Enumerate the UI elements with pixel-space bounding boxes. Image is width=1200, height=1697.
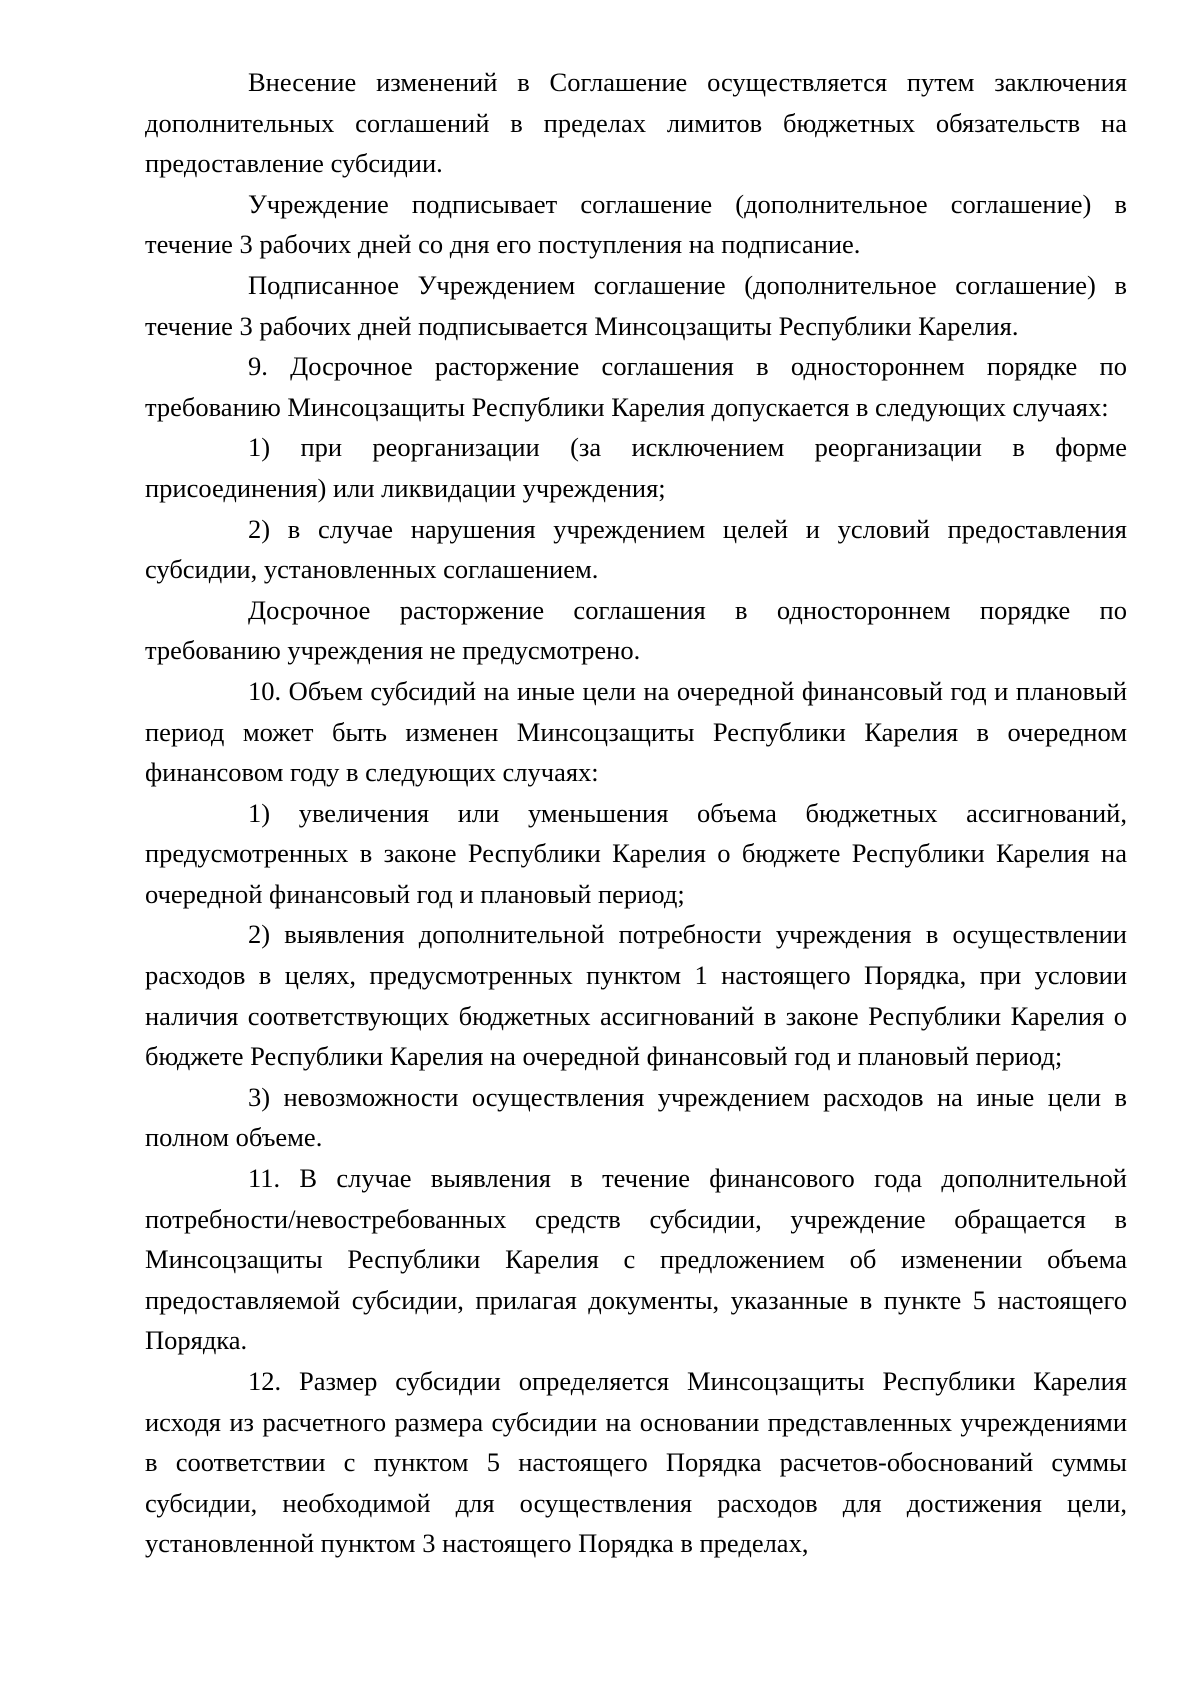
paragraph-institution-signs: Учреждение подписывает соглашение (дополнительное соглашение) в течение 3 рабочих дней со дня его поступления на подписание.	[145, 188, 1127, 260]
paragraph-amendments: Внесение изменений в Соглашение осуществляется путем заключения дополнительных соглашений в пределах лимитов бюджетных обязательств на предоставление субсидии.	[145, 67, 1127, 179]
paragraph-item-11: 11. В случае выявления в течение финансового года дополнительной потребности/невостребованных средств субсидии, учреждение обращается в Минсоцзащиты Республики Карелия с предложением об изменении объема предоставляемой субсидии, прилагая документы, указанные в пункте 5 настоящего Порядка.	[145, 1163, 1127, 1356]
paragraph-termination-by-institution: Досрочное расторжение соглашения в одностороннем порядке по требованию учреждения не предусмотрено.	[145, 594, 1127, 666]
paragraph-item-10: 10. Объем субсидий на иные цели на очередной финансовый год и плановый период может быть изменен Минсоцзащиты Республики Карелия в очередном финансовом году в следующих случаях:	[145, 675, 1127, 788]
paragraph-item-12: 12. Размер субсидии определяется Минсоцзащиты Республики Карелия исходя из расчетного размера субсидии на основании представленных учреждениями в соответствии с пунктом 5 настоящего Порядка расчетов-обоснований суммы субсидии, необходимой для осуществления расходов для достижения цели, установленной пунктом 3 настоящего Порядка в пределах,	[145, 1366, 1127, 1559]
paragraph-item-10-3: 3) невозможности осуществления учреждением расходов на иные цели в полном объеме.	[145, 1081, 1127, 1153]
paragraph-item-9-1: 1) при реорганизации (за исключением реорганизации в форме присоединения) или ликвидации учреждения;	[145, 432, 1127, 503]
paragraph-item-9-2: 2) в случае нарушения учреждением целей и условий предоставления субсидии, установленных соглашением.	[145, 513, 1127, 585]
paragraph-item-10-2: 2) выявления дополнительной потребности учреждения в осуществлении расходов в целях, предусмотренных пунктом 1 настоящего Порядка, при условии наличия соответствующих бюджетных ассигнований в законе Республики Карелия о бюджете Республики Карелия на очередной финансовый год и плановый период;	[145, 919, 1127, 1072]
paragraph-ministry-signs: Подписанное Учреждением соглашение (дополнительное соглашение) в течение 3 рабочих дней подписывается Минсоцзащиты Республики Карелия.	[145, 269, 1127, 341]
paragraph-item-10-1: 1) увеличения или уменьшения объема бюджетных ассигнований, предусмотренных в законе Республики Карелия о бюджете Республики Карелия на очередной финансовый год и плановый период;	[145, 797, 1127, 909]
document-page	[145, 62, 1127, 1564]
paragraph-item-9: 9. Досрочное расторжение соглашения в одностороннем порядке по требованию Минсоцзащиты Республики Карелия допускается в следующих случаях:	[145, 351, 1127, 422]
